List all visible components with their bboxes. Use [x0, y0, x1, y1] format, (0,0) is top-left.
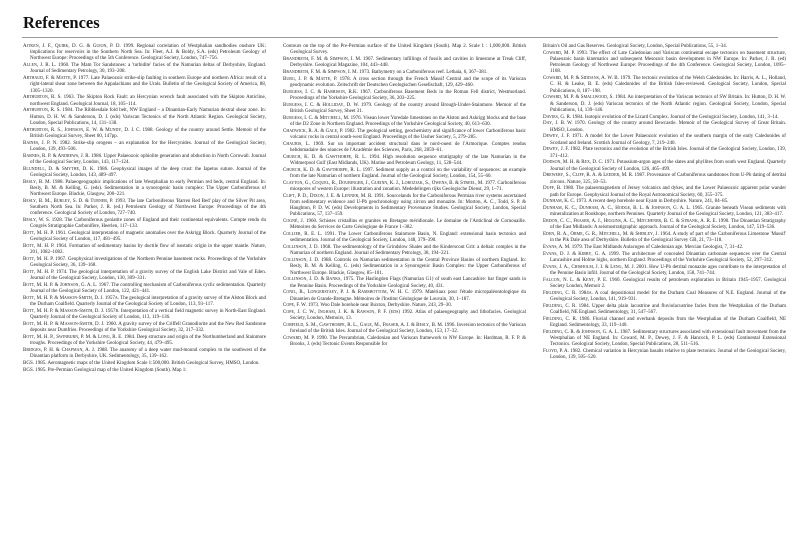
reference-entry: Church, K. D. & Gawthorpe, R. L. 1997. Sediment supply as a control on the variability of sequences: an example from the late Namurian of northern England. Journal of the Geological Society, London, 154, 55–60. — [283, 167, 526, 179]
reference-entry: Fielding, C. R. 1986. Fluvial channel and overbank deposits from the Westphalian of the Durham Coalfield, NE England. Sedimentology, 33, 119–140. — [543, 317, 786, 329]
reference-entry: Evans, J. A., Chisholm, J. I. & Leng, M. J. 2001. How U-Pb detrital monazite ages contribute to the interpretation of the Pennine Basin infill. Journal of the Geological Society, London, 158, 741–744. — [543, 265, 787, 277]
reference-entry: Duff, B. 1980. The palaeomagnetism of Jersey volcanics and dykes, and the Lower Palaeozoic apparent polar wander path for Europe. Geophysical Journal of the Royal Astronomical Society, 60, 355–375. — [543, 186, 786, 198]
reference-entry: Britain's Oil and Gas Reserves. Geological Society, London, Special Publications, 55, 1–34. — [543, 44, 728, 49]
reference-entry: Bott, M. H. P. 1964. Formation of sedimentary basins by ductile flow of isostatic origin in the upper mantle. Nature, 201, 1082–1082. — [23, 244, 266, 256]
page-title: References — [23, 13, 100, 32]
reference-entry: BGS. 1985. Pre-Permian Geological map of the United Kingdom (South). Map 1: — [23, 367, 187, 373]
title-rule — [22, 37, 778, 38]
reference-entry: Arthurton, R. S. 1963. The Skipton Rock Fault: an Hercynian wrench fault associated with the Skipton Anticline, northwest England. Geological Journal, 18, 105–114. — [23, 95, 266, 107]
reference-entry: Evans, A. M. 1979. The East Midlands Aulacogen of Caledonian age. Mercian Geologist, 7, 31–42. — [543, 245, 744, 251]
reference-entry: Day, J. B. W. 1970. Geology of the country around Bewcastle. Memoir of the Geological Survey of Great Britain. HMSO, London. — [543, 121, 786, 133]
reference-entry: Bott, M. H. P. 1967. Geophysical investigations of the Northern Pennine basement rocks. Proceedings of the Yorkshire Geological Society, 36, 139–168. — [23, 257, 266, 269]
reference-entry: Bott, M. H. P. & Masson-Smith, D. J. 1957b. Interpretation of a vertical field magnetic survey in North-East England. Quarterly Journal of the Geological Society of London, 113, 119–136. — [23, 309, 266, 321]
reference-entry: Collinson, J. D. 1988. Controls on Namurian sedimentation in the Central Province Basins of northern England. In: Besly, B. M. & Kelling, G. (eds) Sedimentation in a Synorogenic Basin Complex: the Upper Carboniferous of Northwest Europe. Blackie, Glasgow, 85–101. — [283, 258, 526, 276]
reference-entry: Dewey, J. F. 1982. Plate tectonics and the evolution of the British Isles. Journal of the Geological Society, London, 139, 371–412. — [543, 147, 786, 159]
reference-entry: Aitken, J. F., Quirk, D. G. & Guion, P. D. 1999. Regional correlation of Westphalian sandbodies onshore UK: implications for reservoirs in the Southern North Sea. In: Fleet, A.J. & Boldy, S.A. (eds) Petroleum Geology of Northwest Europe: Proceedings of the 5th Conference. Geological Society, London, 747–756. — [23, 44, 266, 62]
reference-entry: Church, K. D. & Gawthorpe, R. L. 1994. High resolution sequence stratigraphy of the late Namurian in the Widmerpool Gulf (East Midlands, UK). Marine and Petroleum Geology, 11, 528–544. — [283, 154, 526, 166]
reference-entry: Bott, M. H. P. & Masson-Smith, D. J. 1957a. The geological interpretation of a gravity survey of the Alston Block and the Durham Coalfield. Quarterly Journal of the Geological Society of London, 113, 93–117. — [23, 296, 266, 308]
reference-entry: Arthaud, F. & Matte, P. 1977. Late Palaeozoic strike-slip faulting in southern Europe and northern Africa: result of a right-lateral shear zone between the Appalachians and the Urals. Bulletin of the Geological Society of America, 88, 1305–1320. — [23, 76, 266, 94]
reference-entry: Brandreth, F. M. & Simpson, I. M. 1967. Sedimentary infillings of fossils and cavities in limestone at Treak Cliff, Derbyshire. Geological Magazine, 104, 443–448. — [283, 57, 526, 69]
reference-entry: Chauris, L. 1969. Sur un important accident structural dans le nord-ouest de l'Armorique. Comptes rendus hebdomadaire des séances de l'Académie des Sciences, Paris, 268, 2859–61. — [283, 141, 527, 153]
reference-entry: Clift, P. D., Dixon, J. E. & Lenner, M. R. 1991. Sourcelands for the Carboniferous Permian river systems ascertained from sedimentary evidence and U-Pb geochronology using zircon and monazite. In: Morton, A. C., Todd, S. P. & Haughton, P. D. W. (eds) Developments in Sedimentary Provenance Studies. Geological Society, London, Special Publications, 57, 137–159. — [283, 193, 526, 218]
reference-entry: Fielding, C. R. & Johnson, G. A. L. 1987. Sedimentary structures associated with extensional fault movement from the Westphalian of NE England. In: Coward, M. P., Dewey, J. F. & Hancock, P. L. (eds) Continental Extensional Tectonics. Geological Society, London, Special Publications, 28, 511–516. — [543, 330, 786, 348]
reference-entry: Davies, G. R. 1984. Isotopic evolution of the Lizard Complex. Journal of the Geological Society, London, 141, 3–14. — [543, 114, 779, 120]
reference-entry: Besly, B. M., Burley, S. D. & Turner, P. 1993. The late Carboniferous 'Barren Red Bed' play of the Silver Pit area, Southern North Sea. In: Parker, J. R. (ed.) Petroleum Geology of Northwest Europe: Proceedings of the 4th conference. Geological Society of London, 727–740. — [23, 198, 266, 217]
reference-entry: Clayton, G., Coquel, R., Doubinger, J., Gueinn, K. J., Loboziak, S., Owens, B. & Streel, M. 1977. Carboniferous miospores of western Europe: illustration and zonation. Mededelingen rijks Geologische Dienst, 29, 1–71. — [283, 180, 527, 192]
reference-entry: Fielding, C. R. 1984. Upper delta plain lacustrine and fluviolacustrine facies from the Westphalian of the Durham Coalfield, NE England. Sedimentology, 31, 547–567. — [543, 304, 786, 316]
reference-entry: Besly, W. S. 1928. The Carboniferous goniatite zones of England and their continental equivalents. Compte rendu du Congrès Stratigraphie Carbonifère, Heerlen, 117–133. — [23, 218, 267, 230]
reference-entry: Barnes, R. P. & Andrews, J. R. 1986. Upper Palaeozoic ophiolite generation and obduction in North Cornwall. Journal of the Geological Society, London, 143, 117–124. — [23, 153, 266, 165]
reference-entry: Cope, F. W. 1973. Woo Dale borehole near Buxton, Derbyshire. Nature, 243, 29–30. — [283, 303, 453, 309]
reference-entry: Besly, B. M. 1988. Palaeogeographic implications of late Westphalian to early Permian red beds, central England. In: Besly, B. M. & Kelling, G. (eds). Sedimentation in a synorogenic basin complex: The Upper Carboniferous of Northwest Europe. Blackie, Glasgow, 200–221. — [23, 179, 266, 198]
reference-entry: Falcon, N. L. & Kent, P. E. 1960. Geological results of petroleum exploration in Britain 1945–1957. Geological Society London, Memoir 2. — [543, 278, 786, 290]
reference-entry: Burgess, I. C. & Holliday, D. W. 1979. Geology of the country around Brough-Under-Stainmore. Memoir of the British Geological Survey, Sheet 31. — [283, 102, 526, 114]
reference-entry: Conil, R., Longerstaey, P. J. & Ramsbottom, W. H. C. 1979. Matériaux pour l'étude micropaléontologique du Dinantien de Grande-Bretagne. Mémoires de l'Institut Géologique de Louvain, 30, 1–187. — [283, 290, 526, 302]
reference-column-3 — [543, 44, 786, 362]
reference-entry: Coward, M. P. 1993. The effect of Late Caledonian and Variscan continental escape tectonics on basement structure, Palaeozoic basin kinematics and subsequent Mesozoic basin development in NW Europe. In: Parker, J. R. (ed) Petroleum Geology of Northwest Europe: Proceedings of the 4th Conference. Geological Society, London, 1095–1108. — [543, 50, 786, 75]
reference-entry: Bridges, P. H. & Chapman, A. J. 1988. The anatomy of a deep water mud-mound complex to the southwest of the Dinantian platform in Derbyshire, UK. Sedimentology, 35, 139–162. — [23, 348, 266, 360]
reference-entry: Arthurton, R. S. 1984. The Ribblesdale fold belt, NW England – a Dinantian-Early Namurian dextral shear zone. In: Hutton, D. H. W. & Sanderson, D. J. (eds) Variscan Tectonics of the North Atlantic Region. Geological Society, London, Special Publications, 14, 131–138. — [23, 108, 266, 126]
reference-column-1 — [23, 44, 266, 375]
reference-entry: Burgess, I. C. & Harrison, R.K. 1967. Carboniferous Basement Beds in the Roman Fell district, Westmorland. Proceedings of the Yorkshire Geological Society, 36, 203–225. — [283, 89, 526, 101]
reference-entry: BGS. 1985. Aeromagnetic maps of the United Kingdom Scale 1:500,000. British Geological Survey, HMSO, London. — [23, 361, 260, 367]
reference-entry: Burgess, I. C. & Mitchell, M. 1976. Visean lower Yoredale limestones on the Alston and Askrigg blocks and the base of the D2 Zone in Northern England. Proceedings of the Yorkshire Geological Society, 40, 613–630. — [283, 115, 526, 127]
reference-entry: Ebdon, C. C., Fraser, A. J., Higgins, A. C., Mitchener, B. C. & Strank, A. R. E. 1990. The Dinantian Stratigraphy of the East Midlands: A seismostratigraphic approach. Journal of the Geological Society, London, 147, 519–536. — [543, 219, 786, 231]
reference-entry: Evans, D. J. & Kirby, G. A. 1999. The architecture of concealed Dinantian carbonate sequences over the Central Lancashire and Holme highs, northern England. Proceedings of the Yorkshire Geological Society, 52, 297–312. — [543, 252, 786, 264]
reference-entry: Corfield, S. M., Gawthorpe, R. L., Gage, M., Fraser, A. J. & Besly, B. M. 1996. Inversion tectonics of the Variscan foreland of the British Isles. Journal of the Geological Society, London, 153, 17–32. — [283, 323, 526, 335]
reference-entry: Bott, M. H. P. 1974. The geological interpretation of a gravity survey of the English Lake District and Vale of Eden. Journal of the Geological Society, London, 130, 309–331. — [23, 270, 266, 282]
reference-entry: Arthurton, R. S., Johnson, E. W. & Mundy, D. J. C. 1988. Geology of the country around Settle. Memoir of the British Geological Survey, Sheet 60, 147pp. — [23, 127, 267, 139]
reference-entry: Allen, J. R. L. 1960. The Mam Tor Sandstones: a 'turbidite' facies of the Namurian deltas of Derbyshire, England. Journal of Sedimentary Petrology, 30, 193–208. — [23, 63, 266, 75]
reference-entry: Collier, R. E. L. 1991. The Lower Carboniferous Stainmore Basin, N. England: extensional basin tectonics and sedimentation. Journal of the Geological Society, London, 148, 379–390. — [283, 232, 526, 244]
reference-entry: Dunham, K. C. 1973. A recent deep borehole near Eyam in Derbyshire. Nature, 241, 84–85. — [543, 199, 729, 205]
reference-entry: Cogné, J. 1960. Schistes cristallins et granites en Bretagne méridionale. Le domaine de l'Anticlinal de Cornouaille. Mémoires du Services de Carte Géologique de France 1–382. — [283, 219, 527, 231]
reference-entry: Blundell, D. & Smythe, D. K. 1986. Geophysical images of the deep crust: the Iapetus suture. Journal of the Geological Society, London, 143, 489–497. — [23, 166, 267, 178]
reference-entry: Chadwick, R. A. & Gale, P. 1982. The geological setting, geochemistry and significance of lower Carboniferous basic volcanic rocks in central south-west England. Proceedings of the Ussher Society, 5, 279–285. — [283, 128, 527, 140]
reference-entry: Baines, J. P. N. 1982. Strike-slip orogens – an explanation for the Hercynides. Journal of the Geological Society, London, 139, 493–506. — [23, 140, 266, 152]
reference-entry: Floyd, P. A. 1982. Chemical variation in Hercynian basalts relative to plate tectonics. Journal of the Geological Society, London, 139, 505–520. — [543, 349, 786, 361]
reference-entry: Cope, J. C. W., Ingham, J. K. & Rawson, P. F. (eds) 1992. Atlas of palaeogeography and lithofacies. Geological Society, London, Memoirs, 13. — [283, 310, 526, 322]
reference-entry: Drewery, S., Cliff, R. A. & Leeder, M. R. 1987. Provenance of Carboniferous sandstones from U-Pb dating of detrital zircons. Nature, 325, 50–53. — [543, 173, 786, 185]
reference-entry: Brandreth, F. M. & Simpson, I. M. 1973. Bathymetry on a Carboniferous reef. Lethaia, 6, 367–381. — [283, 70, 488, 75]
reference-entry: Burg, J. P. & Matte, P. 1978. A cross section through the French Massif Central and the scope of its Variscan geodynamic evolution. Zeitschrift der Deutschen Geologischen Gesellschaft, 129, 429–460. — [283, 76, 526, 88]
reference-entry: Dunham, K. C., Dunham, A. C., Hodge, B. L. & Johnson, G. A. L. 1965. Granite beneath Visean sediments with mineralization at Rookhope, northern Pennines. Quarterly Journal of the Geological Society, London, 121, 383–417. — [543, 206, 786, 218]
reference-entry: Eden, R. A., Orme, G. R., Mitchell, M. & Shirley, J. 1964. A study of part of the Carboniferous Limestone 'Massif' in the Pik Dale area of Derbyshire. Bulletin of the Geological Survey GB, 21, 73–118. — [543, 232, 786, 244]
reference-entry: Dodson, M. H. & Rex, D. C. 1971. Potassium-argon ages of the slates and phyllites from south west England. Quarterly Journal of the Geological Society of London, 126, 465–499. — [543, 160, 787, 172]
reference-entry: Fielding, C. R. 1984a. A coal depositional model for the Durham Coal Measures of N.E. England. Journal of the Geological Society, London, 141, 919–931. — [543, 291, 786, 303]
reference-entry: Dewey, J. F. 1971. A model for the Lower Palaeozoic evolution of the southern margin of the early Caledonides of Scotland and Ireland. Scottish Journal of Geology, 7, 219–240. — [543, 134, 786, 146]
reference-entry: Bott, M. H. P., Swinburn, P. M. & Long, R. E. 1984. Deep structure and origin of the Northumberland and Stainmore troughs. Proceedings of the Yorkshire Geological Society, 44, 479–495. — [23, 335, 266, 347]
reference-entry: Coward, M. P. 1990. The Precambrian, Caledonian and Variscan framework to NW Europe. In: Hardman, R. F. P. & Brooks, J. (eds) Tectonic Events Responsible for — [283, 336, 526, 348]
reference-entry: Bott, M. H. P. & Masson-Smith, D. J. 1960. A gravity survey of the Criffell Granodiorite and the New Red Sandstone deposits near Dumfries. Proceedings of the Yorkshire Geological Society, 32, 317–332. — [23, 322, 266, 334]
reference-entry: Collinson, J. D. 1968. The sedimentology of the Grindslow Shales and the Kinderscout Grit: a deltaic complex in the Namurian of northern England. Journal of Sedimentary Petrology, 38, 194–221. — [283, 245, 527, 257]
reference-entry: Collinson, J. D. & Banks, 1975. The Haslingden Flags (Namurian G1) of south east Lancashire: bar finger sands in the Pennine Basin. Proceedings of the Yorkshire Geological Society, 40, 431. — [283, 277, 526, 289]
reference-entry: Contours on the top of the Pre-Permian surface of the United Kingdom (South). Map 2. Scale 1 : 1,000,000. British Geological Survey. — [283, 44, 526, 56]
reference-entry: Coward, M. P. & Siddans, A. W. B. 1979. The tectonic evolution of the Welsh Caledonides. In: Harris, A. L., Holland, C. H. & Leake, B. E. (eds) Caledonides of the British Isles-reviewed. Geological Society, London, Special Publications, 8, 187–198. — [543, 76, 787, 94]
reference-entry: Bott, M. H. P. 1961. Geological interpretation of magnetic anomalies over the Askrigg Block. Quarterly Journal of the Geological Society of London, 117, 481–495. — [23, 231, 266, 243]
reference-entry: Coward, M. P. & Smallwood, S. 1984. An interpretation of the Variscan tectonics of SW Britain. In: Hutton, D. H. W. & Sanderson, D. J. (eds) Variscan tectonics of the North Atlantic region. Geological Society, London, Special Publications, 14, 139–146. — [543, 95, 786, 113]
reference-entry: Bott, M. H. P. & Johnson, G. A. L. 1967. The controlling mechanism of Carboniferous cyclic sedimentation. Quarterly Journal of the Geological Society of London, 122, 421–441. — [23, 283, 266, 295]
reference-column-2 — [283, 44, 526, 349]
